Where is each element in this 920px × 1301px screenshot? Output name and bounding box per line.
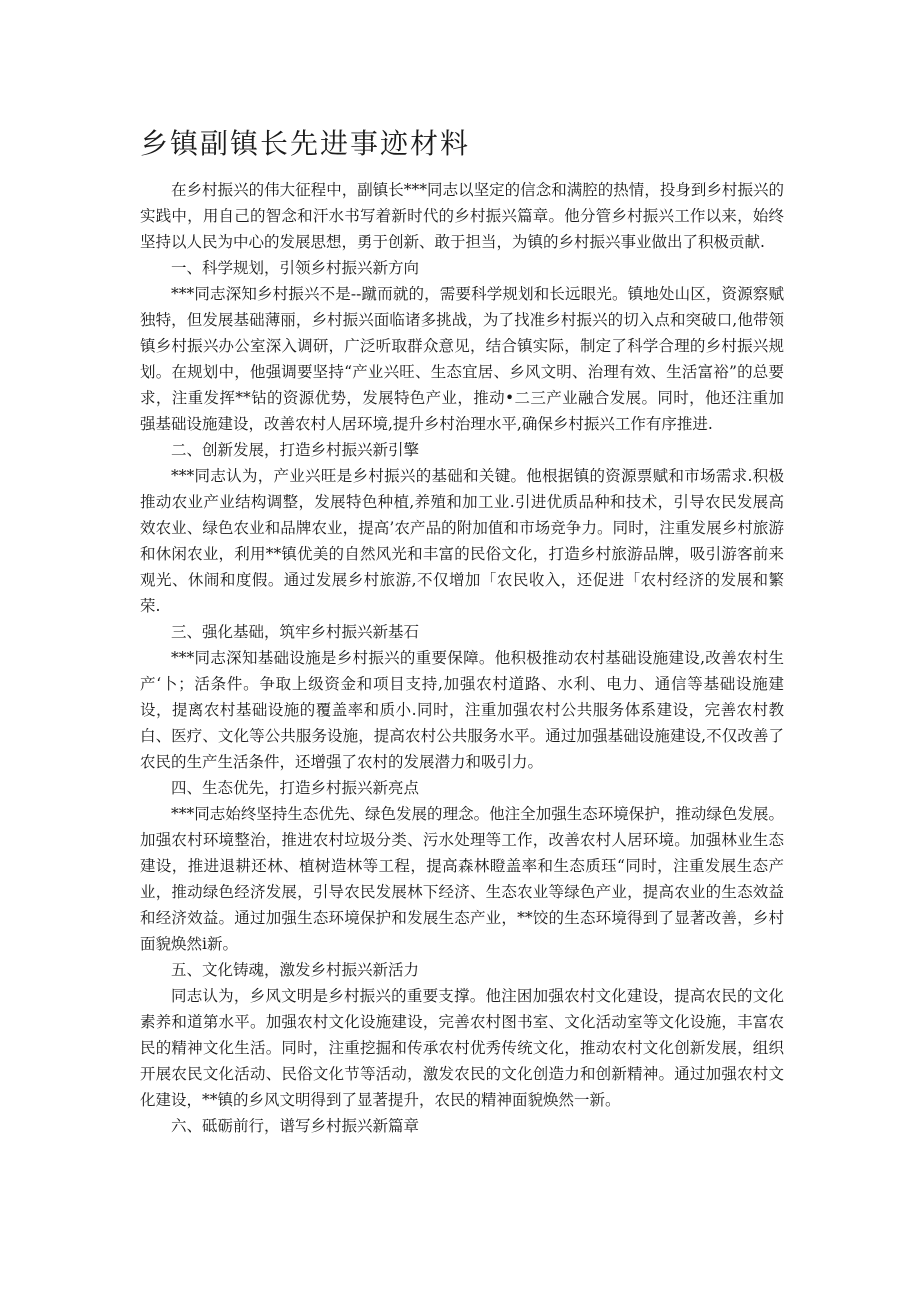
intro-paragraph: 在乡村振兴的伟大征程中，副镇长***同志以坚定的信念和满腔的热情，投身到乡村振兴的实践中，用自己的智念和汗水书写着新时代的乡村振兴篇章。他分管乡村振兴工作以来，始终坚持以人民为中心的发展思想，勇于创新、敢于担当，为镇的乡村振兴事业做出了积极贡献.: [140, 181, 784, 251]
section-heading-6: 六、砥砺前行，谱写乡村振兴新篇章: [171, 1117, 420, 1135]
section-body-5: 同志认为，乡风文明是乡村振兴的重要支撑。他注困加强农村文化建设，提高农民的文化素养和道第水平。加强农村文化设施建设，完善农村图书室、文化活动室等文化设施，丰富农民的精神文化生活。同时，注重挖掘和传承农村优秀传统文化，推动农村文化创新发展，组织开展农民文化活动、民俗文化节等活动，激发农民的文化创造力和创新精神。通过加强农村文化建设，**镇的乡风文明得到了显著提升，农民的精神面貌焕然一新。: [140, 987, 784, 1109]
document-body: [140, 177, 784, 1139]
section-heading-5: 五、文化铸魂，激发乡村振兴新活力: [171, 961, 420, 979]
section-heading-1: 一、科学规划，引领乡村振兴新方向: [171, 259, 420, 277]
section-heading-4: 四、生态优先，打造乡村振兴新亮点: [171, 779, 420, 797]
section-heading-2: 二、创新发展，打造乡村振兴新引擎: [171, 441, 420, 459]
section-body-3: ***同志深知基础设施是乡村振兴的重要保障。他积极推动农村基础设施建设,改善农村生产‘卜；活条件。争取上级资金和项目支持,加强农村道路、水利、电力、通信等基础设施建设，提离农村基础设施的覆盖率和质小.同时，注重加强农村公共服务体系建设，完善农村教白、医疗、文化等公共服务设施，提高农村公共服务水平。通过加强基础设施建设,不仅改善了农民的生产生活条件，还增强了农村的发展潜力和吸引力。: [140, 649, 784, 771]
document-title: 乡镇副镇长先进事迹材料: [140, 127, 471, 160]
section-heading-3: 三、强化基础，筑牢乡村振兴新基石: [171, 623, 420, 641]
section-body-1: ***同志深知乡村振兴不是--蹴而就的，需要科学规划和长远眼光。镇地处山区，资源察赋独特，但发展基础薄丽，乡村振兴面临诸多挑战，为了找准乡村振兴的切入点和突破口,他带领镇乡村振兴办公室深入调研，广泛听取群众意见，结合镇实际，制定了科学合理的乡村振兴规划。在规划中，他强调要坚持“产业兴旺、生态宜居、乡风文明、治理有效、生活富裕”的总要求，注重发挥**钻的资源优势，发展特色产业，推动•二三产业融合发展。同时，他还注重加强基础设施建设，改善农村人居环境,提升乡村治理水平,确保乡村振兴工作有序推进.: [140, 285, 784, 433]
section-body-2: ***同志认为，产业兴旺是乡村振兴的基础和关键。他根据镇的资源票赋和市场需求.积极推动农业产业结构调整，发展特色种植,养殖和加工业.引进优质品种和技术，引导农民发展高效农业、绿色农业和品牌农业，提高’农产品的附加值和市场竞争力。同时，注重发展乡村旅游和休闲农业，利用**镇优美的自然风光和丰富的民俗文化，打造乡村旅游品牌，吸引游客前来观光、休闹和度假。通过发展乡村旅游,不仅增加「农民收入，还促进「农村经济的发展和繁荣.: [140, 467, 784, 615]
section-body-4: ***同志始终坚持生态优先、绿色发展的理念。他注全加强生态环境保护，推动绿色发展。加强农村环境整治，推进农村垃圾分类、污水处理等工作，改善农村人居环境。加强林业生态建设，推进退耕还林、植树造林等工程，提高森林瞪盖率和生态质珏“同时，注重发展生态产业，推动绿色经济发展，引导农民发展林下经济、生态农业等绿色产业，提高农业的生态效益和经济效益。通过加强生态环境保护和发展生态产业，**饺的生态环境得到了显著改善，乡村面貌焕然i新。: [140, 805, 784, 953]
